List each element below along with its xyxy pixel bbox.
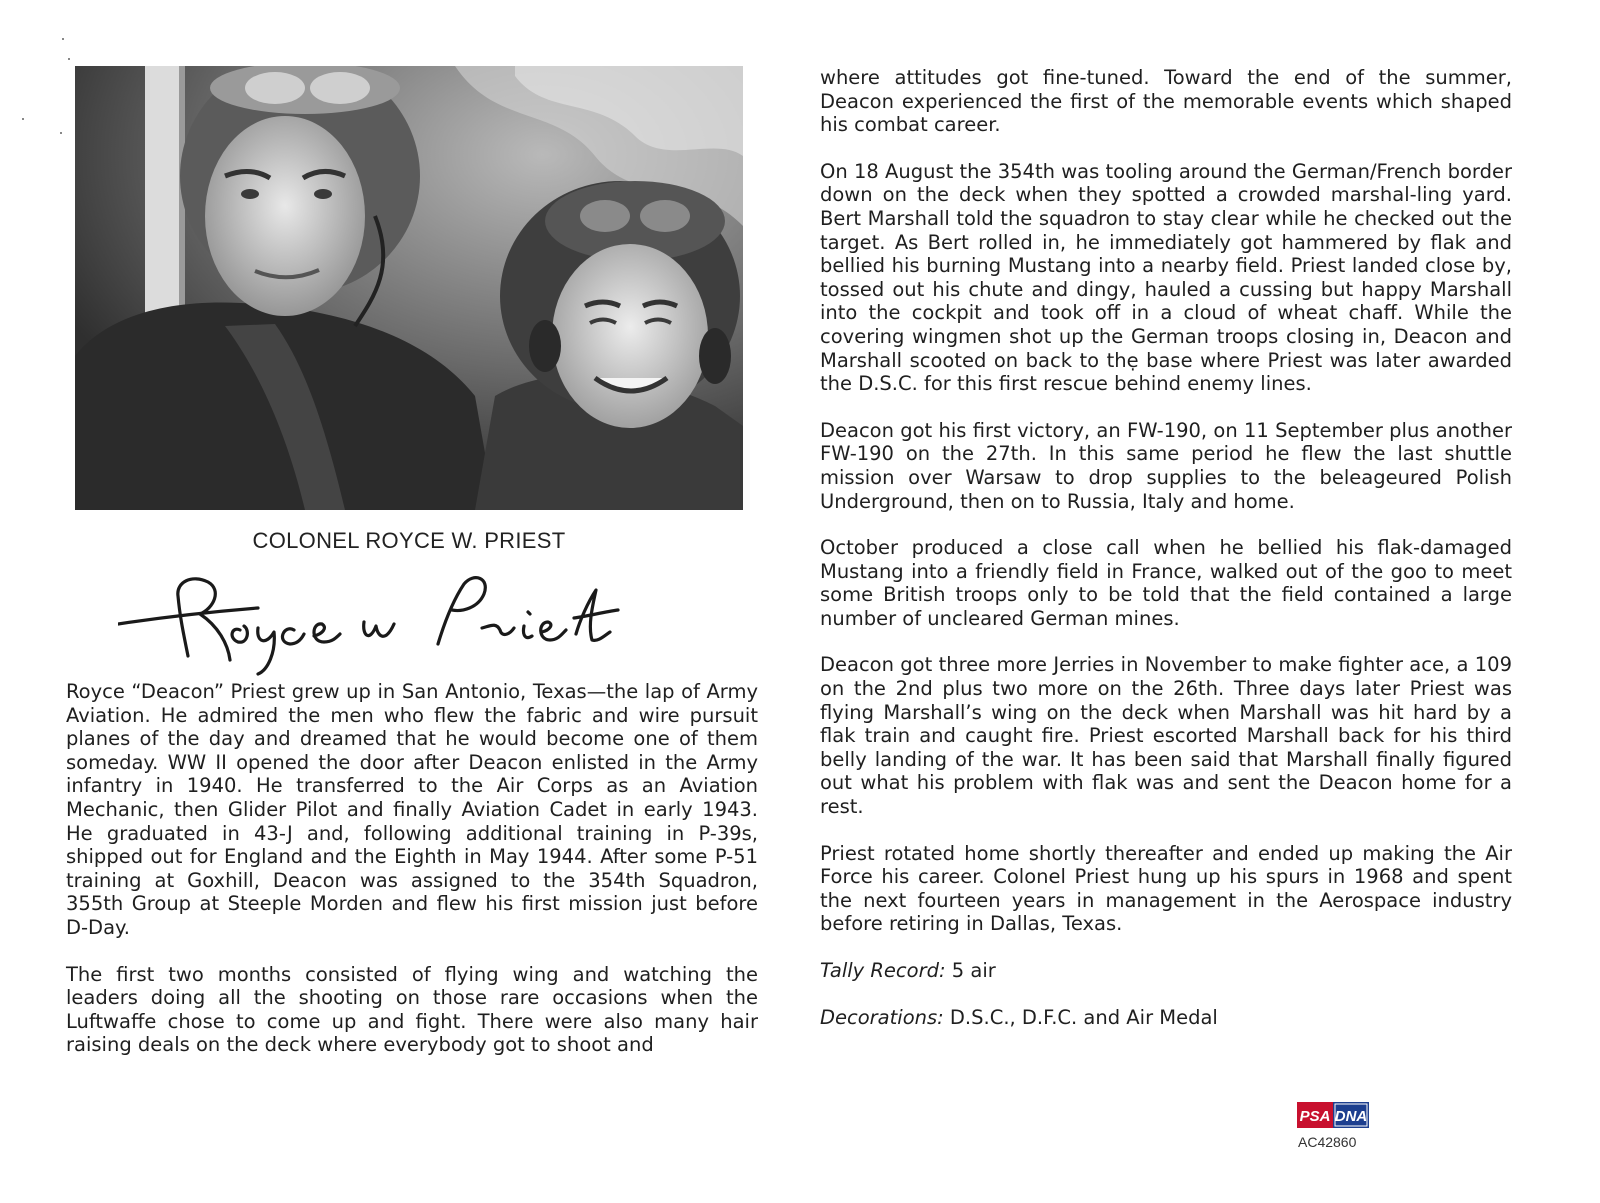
certificate-number: AC42860: [1298, 1134, 1357, 1150]
paragraph: The first two months consisted of flying wing and watching the leaders doing all the shooting on those rare occasions when the Luftwaffe chose to come up and fight. There were also many hair raising deals on the deck where everybody got to shoot and: [66, 962, 758, 1057]
paragraph: Royce “Deacon” Priest grew up in San Antonio, Texas—the lap of Army Aviation. He admired the men who flew the fabric and wire pursuit planes of the day and dreamed that he would become one of them someday. WW II opened the door after Deacon enlisted in the Army infantry in 1940. He transferred to the Air Corps as an Aviation Mechanic, then Glider Pilot and finally Aviation Cadet in early 1943. He graduated in 43-J and, following additional training in P-39s, shipped out for England and the Eighth in May 1944. After some P-51 training at Goxhill, Deacon was assigned to the 354th Squadron, 355th Group at Steeple Morden and flew his first mission just before D-Day.: [66, 680, 758, 939]
photo-caption: COLONEL ROYCE W. PRIEST: [252, 528, 566, 553]
decorations-label: Decorations:: [820, 1005, 944, 1029]
scan-speck: [60, 132, 62, 134]
decorations-value: D.S.C., D.F.C. and Air Medal: [943, 1005, 1218, 1029]
scan-speck: [68, 58, 70, 60]
logo-right-text: DNA: [1334, 1108, 1368, 1125]
scan-speck: [22, 118, 24, 120]
biography-left-column: [66, 680, 758, 1080]
biography-right-column: [820, 66, 1512, 1052]
signature-image: [118, 560, 638, 680]
decorations: [820, 1006, 1512, 1030]
scan-speck: [62, 38, 64, 40]
tally-record: [820, 959, 1512, 983]
photo-illustration: [75, 66, 743, 510]
paragraph: where attitudes got fine-tuned. Toward the end of the summer, Deacon experienced the first of the memorable events which shaped his combat career.: [820, 66, 1512, 137]
logo-left-text: PSA: [1299, 1108, 1331, 1125]
paragraph: Deacon got three more Jerries in November to make fighter ace, a 109 on the 2nd plus two more on the 26th. Three days later Priest was flying Marshall’s wing on the deck when Marshall was hit hard by a flak train and caught fire. Priest escorted Marshall back for his third belly landing of the war. It has been said that Marshall finally figured out what his problem with flak was and sent the Deacon home for a rest.: [820, 653, 1512, 819]
paragraph: On 18 August the 354th was tooling around the German/French border down on the deck when they spotted a crowded marshal-ling yard. Bert Marshall told the squadron to stay clear while he checked out the target. As Bert rolled in, he immediately got hammered by flak and bellied his burning Mustang into a nearby field. Priest landed close by, tossed out his chute and dingy, hauled a cussing but happy Marshall into the cockpit and took off in a cloud of wheat chaff. While the covering wingmen shot up the German troops closing in, Deacon and Marshall scooted on back to thẹ base where Priest was later awarded the D.S.C. for this first rescue behind enemy lines.: [820, 159, 1512, 396]
paragraph: Priest rotated home shortly thereafter and ended up making the Air Force his career. Colonel Priest hung up his spurs in 1968 and spent the next fourteen years in management in the Aerospace industry before retiring in Dallas, Texas.: [820, 841, 1512, 936]
psa-dna-logo: [1297, 1102, 1369, 1128]
two-pilots-photo: [75, 66, 743, 510]
tally-label: Tally Record:: [820, 959, 946, 982]
tally-value: 5 air: [945, 959, 996, 982]
paragraph: Deacon got his first victory, an FW-190, on 11 September plus another FW-190 on the 27th. In this same period he flew the last shuttle mission over Warsaw to drop supplies to the beleageured Polish Underground, then on to Russia, Italy and home.: [820, 418, 1512, 513]
paragraph: October produced a close call when he bellied his flak-damaged Mustang into a friendly field in France, walked out of the goo to meet some British troops only to be told that the field contained a large number of uncleared German mines.: [820, 536, 1512, 630]
